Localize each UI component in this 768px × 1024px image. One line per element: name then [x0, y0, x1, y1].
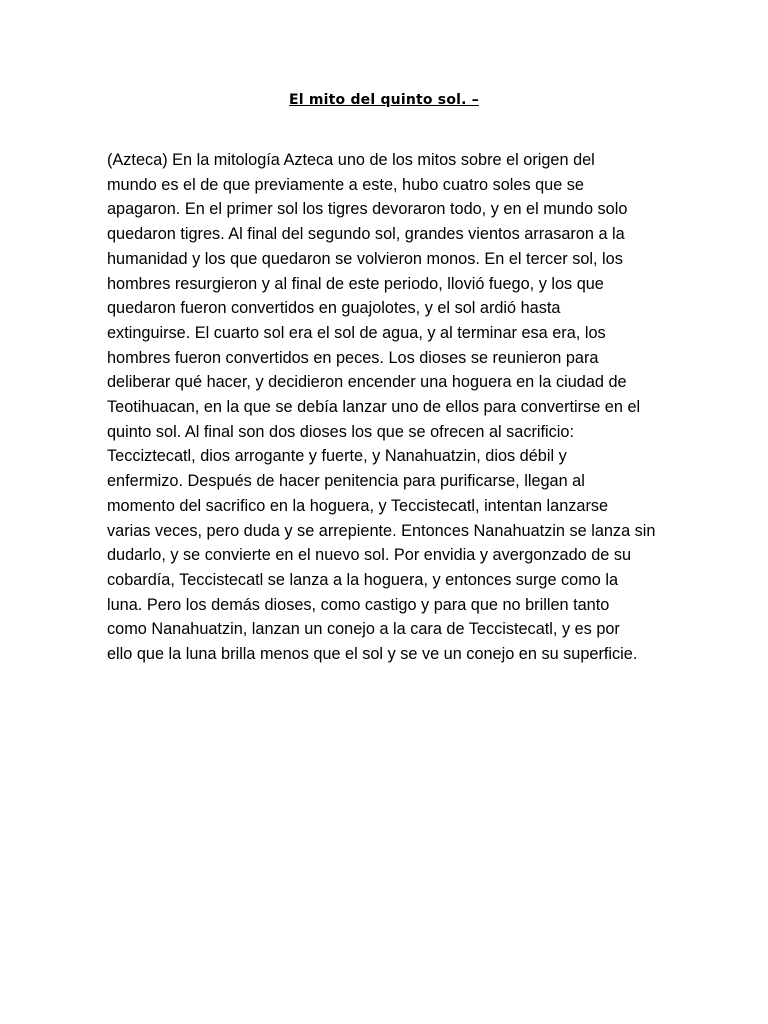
document-body-paragraph: (Azteca) En la mitología Azteca uno de los mitos sobre el origen del mundo es el de que previamente a este, hubo cuatro soles que se apagaron. En el primer sol los tigres devoraron todo, y en el mundo solo quedaron tigres. Al final del segundo sol, grandes vientos arrasaron a la humanidad y los que quedaron se volvieron monos. En el tercer sol, los hombres resurgieron y al final de este periodo, llovió fuego, y los que quedaron fueron convertidos en guajolotes, y el sol ardió hasta extinguirse. El cuarto sol era el sol de agua, y al terminar esa era, los hombres fueron convertidos en peces. Los dioses se reunieron para deliberar qué hacer, y decidieron encender una hoguera en la ciudad de Teotihuacan, en la que se debía lanzar uno de ellos para convertirse en el quinto sol. Al final son dos dioses los que se ofrecen al sacrificio: Tecciztecatl, dios arrogante y fuerte, y Nanahuatzin, dios débil y enfermizo. Después de hacer penitencia para purificarse, llegan al momento del sacrifico en la hoguera, y Teccistecatl, intentan lanzarse varias veces, pero duda y se arrepiente. Entonces Nanahuatzin se lanza sin dudarlo, y se convierte en el nuevo sol. Por envidia y avergonzado de su cobardía, Teccistecatl se lanza a la hoguera, y entonces surge como la luna. Pero los demás dioses, como castigo y para que no brillen tanto como Nanahuatzin, lanzan un conejo a la cara de Teccistecatl, y es por ello que la luna brilla menos que el sol y se ve un conejo en su superficie. — [107, 151, 656, 664]
document-title: El mito del quinto sol. – — [289, 92, 479, 108]
